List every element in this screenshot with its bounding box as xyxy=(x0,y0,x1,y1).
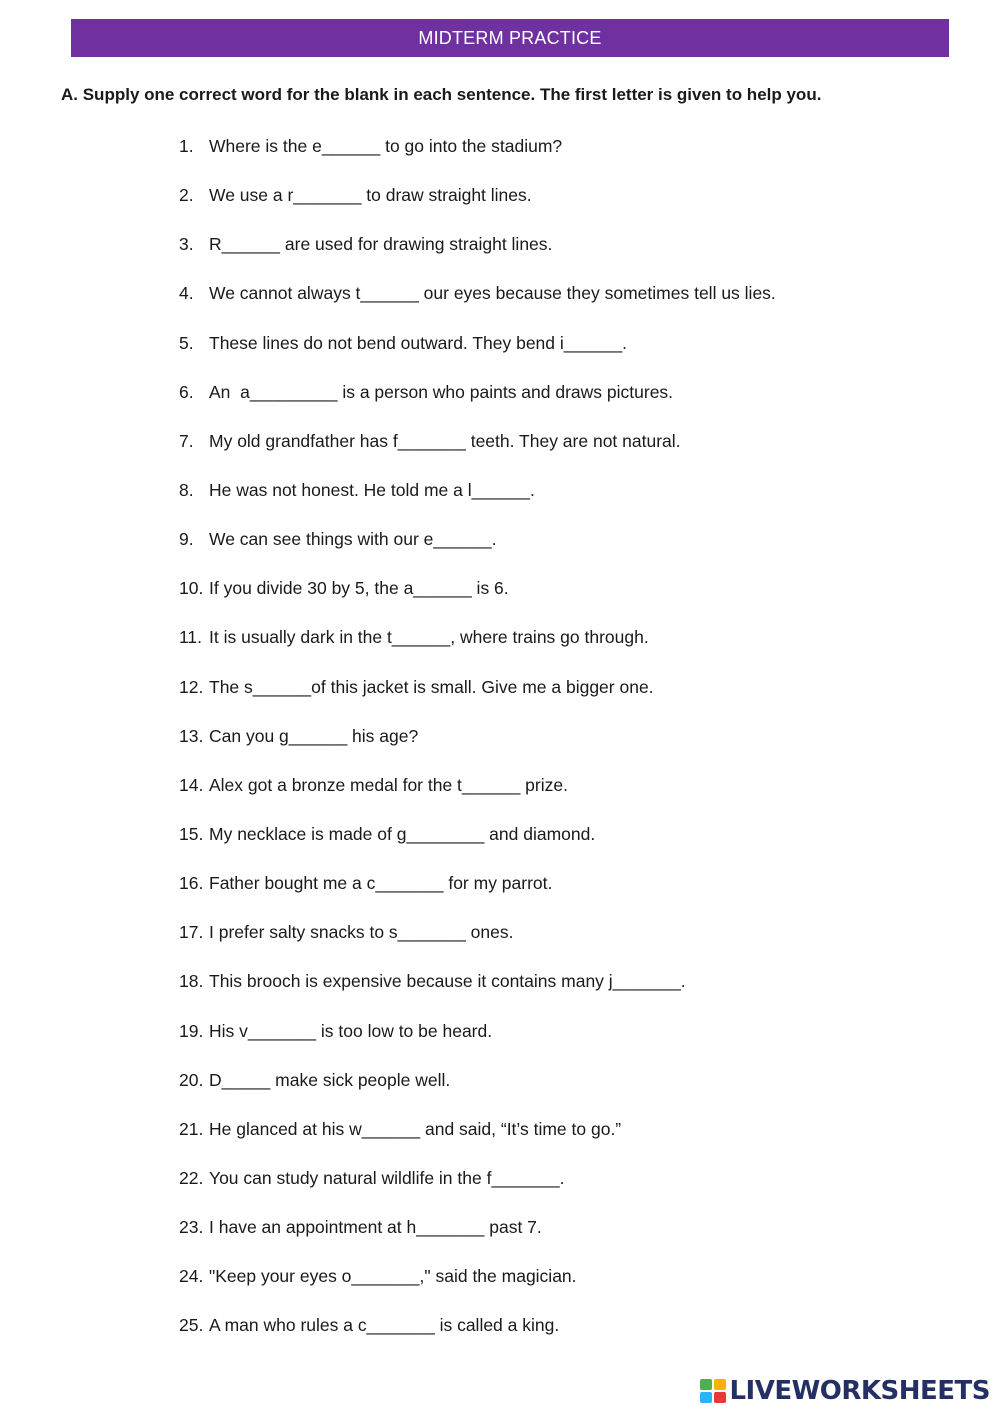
question-number: 14. xyxy=(179,774,204,795)
question-number: 2. xyxy=(179,185,194,206)
question-text: My old grandfather has f_______ teeth. They are not natural. xyxy=(209,430,681,451)
question-item xyxy=(179,525,776,574)
question-item xyxy=(179,378,776,427)
question-text: He glanced at his w______ and said, “It’s time to go.” xyxy=(209,1118,622,1139)
question-number: 11. xyxy=(179,627,203,648)
question-text: R______ are used for drawing straight lines. xyxy=(209,234,553,255)
question-item xyxy=(179,132,776,181)
question-text: I have an appointment at h_______ past 7. xyxy=(209,1217,542,1238)
question-text: We use a r_______ to draw straight lines. xyxy=(209,185,532,206)
question-item xyxy=(179,1311,776,1360)
question-item xyxy=(179,279,776,328)
question-item xyxy=(179,1164,776,1213)
question-text: He was not honest. He told me a l______. xyxy=(209,479,535,500)
question-number: 21. xyxy=(179,1118,204,1139)
question-number: 6. xyxy=(179,381,194,402)
question-item xyxy=(179,574,776,623)
question-item xyxy=(179,1213,776,1262)
question-number: 3. xyxy=(179,234,194,255)
question-number: 5. xyxy=(179,332,194,353)
question-number: 19. xyxy=(179,1020,204,1041)
question-text: This brooch is expensive because it contains many j_______. xyxy=(209,971,686,992)
question-number: 10. xyxy=(179,578,204,599)
question-text: I prefer salty snacks to s_______ ones. xyxy=(209,922,514,943)
question-item xyxy=(179,722,776,771)
question-text: An a_________ is a person who paints and draws pictures. xyxy=(209,381,674,402)
question-text: Alex got a bronze medal for the t______ prize. xyxy=(209,774,568,795)
question-number: 25. xyxy=(179,1315,204,1336)
question-number: 1. xyxy=(179,136,194,156)
question-item xyxy=(179,476,776,525)
question-text: Can you g______ his age? xyxy=(209,725,419,746)
question-item xyxy=(179,623,776,672)
section-a-instruction: A. Supply one correct word for the blank in each sentence. The first letter is given to help you. xyxy=(61,85,822,104)
page-title: MIDTERM PRACTICE xyxy=(418,27,602,48)
question-text: You can study natural wildlife in the f_______. xyxy=(209,1167,565,1188)
question-text: If you divide 30 by 5, the a______ is 6. xyxy=(209,578,509,599)
question-text: "Keep your eyes o_______," said the magician. xyxy=(209,1266,577,1287)
question-list xyxy=(179,132,776,1361)
question-item xyxy=(179,230,776,279)
question-item xyxy=(179,181,776,230)
question-number: 15. xyxy=(179,823,204,844)
question-item xyxy=(179,771,776,820)
question-text: These lines do not bend outward. They bend i______. xyxy=(209,332,628,353)
question-number: 20. xyxy=(179,1069,204,1090)
question-number: 22. xyxy=(179,1167,204,1188)
question-item xyxy=(179,820,776,869)
question-number: 12. xyxy=(179,676,204,697)
question-text: My necklace is made of g________ and diamond. xyxy=(209,823,596,844)
question-text: Father bought me a c_______ for my parrot. xyxy=(209,873,553,894)
question-item xyxy=(179,1262,776,1311)
question-number: 8. xyxy=(179,479,194,500)
question-item xyxy=(179,869,776,918)
question-number: 13. xyxy=(179,725,204,746)
question-item xyxy=(179,1066,776,1115)
question-item xyxy=(179,1017,776,1066)
question-text: D_____ make sick people well. xyxy=(209,1069,451,1090)
question-number: 24. xyxy=(179,1266,204,1287)
question-item xyxy=(179,427,776,476)
question-item xyxy=(179,967,776,1016)
question-text: We cannot always t______ our eyes because they sometimes tell us lies. xyxy=(209,283,776,304)
question-item xyxy=(179,673,776,722)
question-number: 23. xyxy=(179,1217,204,1238)
question-number: 7. xyxy=(179,430,194,451)
question-text: The s______of this jacket is small. Give me a bigger one. xyxy=(209,676,654,697)
question-item xyxy=(179,918,776,967)
question-number: 17. xyxy=(179,922,204,943)
question-text: A man who rules a c_______ is called a king. xyxy=(209,1315,560,1336)
question-text: His v_______ is too low to be heard. xyxy=(209,1020,493,1041)
liveworksheets-logo xyxy=(700,1378,990,1404)
question-number: 18. xyxy=(179,971,204,992)
question-text: We can see things with our e______. xyxy=(209,529,497,550)
question-item xyxy=(179,1115,776,1164)
question-number: 4. xyxy=(179,283,194,304)
question-number: 9. xyxy=(179,529,194,550)
question-text: It is usually dark in the t______, where trains go through. xyxy=(209,627,649,648)
page-title-bar xyxy=(71,19,949,57)
question-number: 16. xyxy=(179,873,204,894)
question-item xyxy=(179,329,776,378)
question-text: Where is the e______ to go into the stadium? xyxy=(209,136,563,156)
liveworksheets-logo-icon xyxy=(700,1379,726,1403)
liveworksheets-logo-text: LIVEWORKSHEETS xyxy=(729,1376,990,1406)
